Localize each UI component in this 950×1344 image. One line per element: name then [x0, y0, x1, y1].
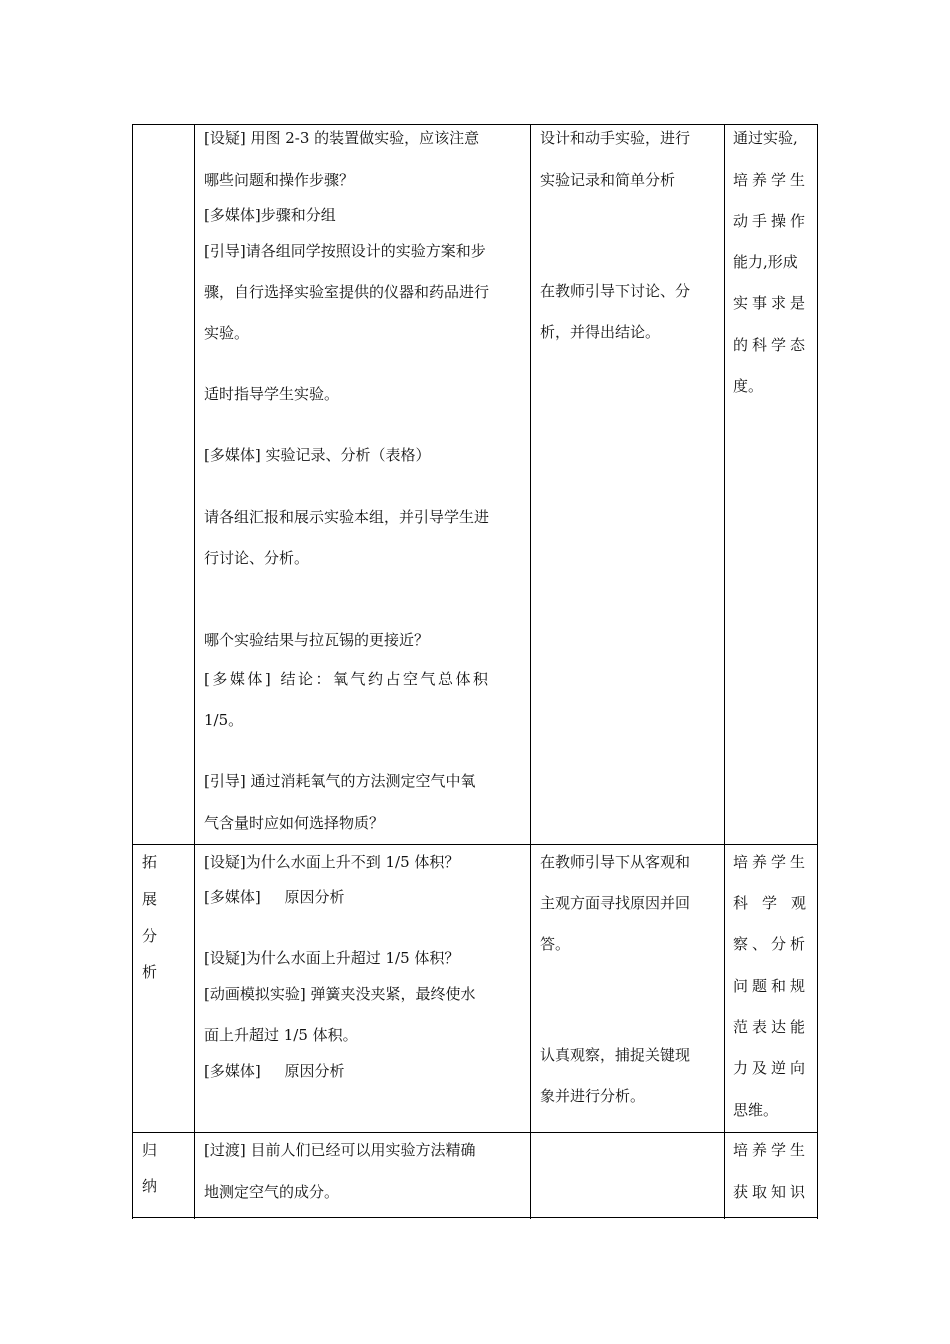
intent-line: 能力,形成: [733, 253, 798, 271]
teacher-line: [过渡] 目前人们已经可以用实验方法精确: [204, 1141, 476, 1159]
student-line: 认真观察，捕捉关键现: [540, 1046, 691, 1064]
stage-char: 分: [142, 927, 158, 945]
student-line: 在教师引导下讨论、分: [540, 282, 691, 300]
teacher-line: [引导]请各组同学按照设计的实验方案和步: [204, 242, 486, 260]
teacher-line: [设疑]为什么水面上升超过 1/5 体积？: [204, 949, 460, 967]
student-activity-cell: [530, 1132, 724, 1217]
teacher-line: 行讨论、分析。: [204, 549, 310, 567]
lesson-plan-table: [132, 124, 821, 1219]
intent-line: 度。: [733, 377, 764, 395]
teacher-line: 气含量时应如何选择物质？: [204, 814, 385, 832]
stage-cell: [132, 1132, 194, 1217]
design-intent-cell: [724, 844, 821, 1132]
teacher-line: [多媒体] 原因分析: [204, 888, 345, 906]
intent-line: 科学观: [733, 894, 821, 912]
teacher-activity-cell: [194, 1132, 530, 1217]
intent-line: 的科学态: [733, 336, 810, 354]
stage-char: 拓: [142, 853, 158, 871]
teacher-line: [设疑]为什么水面上升不到 1/5 体积？: [204, 853, 460, 871]
teacher-activity-cell: [194, 124, 530, 844]
teacher-line: 哪些问题和操作步骤？: [204, 171, 355, 189]
teacher-line: 哪个实验结果与拉瓦锡的更接近？: [204, 631, 430, 649]
student-line: 析，并得出结论。: [540, 323, 661, 341]
stage-cell: [132, 844, 194, 1132]
intent-line: 范表达能: [733, 1018, 810, 1036]
stage-char: 纳: [142, 1177, 158, 1195]
intent-line: 问题和规: [733, 977, 810, 995]
student-line: 实验记录和简单分析: [540, 171, 676, 189]
intent-line: 察、分析: [733, 935, 810, 953]
teacher-line: 实验。: [204, 324, 250, 342]
intent-line: 实事求是: [733, 294, 810, 312]
student-line: 主观方面寻找原因并回: [540, 894, 691, 912]
stage-char: 归: [142, 1141, 158, 1159]
teacher-line: [动画模拟实验] 弹簧夹没夹紧，最终使水: [204, 985, 476, 1003]
intent-line: 动手操作: [733, 212, 810, 230]
teacher-line: 1/5。: [204, 711, 244, 729]
teacher-line: [设疑] 用图 2-3 的装置做实验，应该注意: [204, 129, 480, 147]
intent-line: 获取知识: [733, 1183, 810, 1201]
teacher-line: 适时指导学生实验。: [204, 385, 340, 403]
student-line: 象并进行分析。: [540, 1087, 646, 1105]
table-row: [132, 124, 194, 844]
student-line: 在教师引导下从客观和: [540, 853, 691, 871]
intent-line: 培养学生: [733, 171, 810, 189]
teacher-line: [多媒体] 原因分析: [204, 1062, 345, 1080]
teacher-line: [多媒体]步骤和分组: [204, 206, 336, 224]
stage-char: 展: [142, 890, 158, 908]
teacher-line: 请各组汇报和展示实验本组，并引导学生进: [204, 508, 490, 526]
teacher-line: [多媒体] 结论：氧气约占空气总体积: [204, 670, 491, 688]
intent-line: 通过实验,: [733, 129, 798, 147]
intent-line: 培养学生: [733, 1141, 810, 1159]
table-border-right: [817, 124, 818, 1219]
stage-char: 析: [142, 963, 158, 981]
intent-line: 力及逆向: [733, 1059, 810, 1077]
teacher-line: 地测定空气的成分。: [204, 1183, 340, 1201]
teacher-activity-cell: [194, 844, 530, 1132]
student-activity-cell: [530, 124, 724, 844]
student-line: 答。: [540, 935, 571, 953]
intent-line: 培养学生: [733, 853, 810, 871]
teacher-line: [引导] 通过消耗氧气的方法测定空气中氧: [204, 772, 476, 790]
student-activity-cell: [530, 844, 724, 1132]
teacher-line: [多媒体] 实验记录、分析（表格）: [204, 446, 431, 464]
teacher-line: 面上升超过 1/5 体积。: [204, 1026, 358, 1044]
table-border-bottom: [132, 1217, 818, 1218]
student-line: 设计和动手实验，进行: [540, 129, 691, 147]
intent-line: 思维。: [733, 1101, 779, 1119]
design-intent-cell: [724, 124, 817, 844]
design-intent-cell: [724, 1132, 817, 1217]
teacher-line: 骤，自行选择实验室提供的仪器和药品进行: [204, 283, 490, 301]
